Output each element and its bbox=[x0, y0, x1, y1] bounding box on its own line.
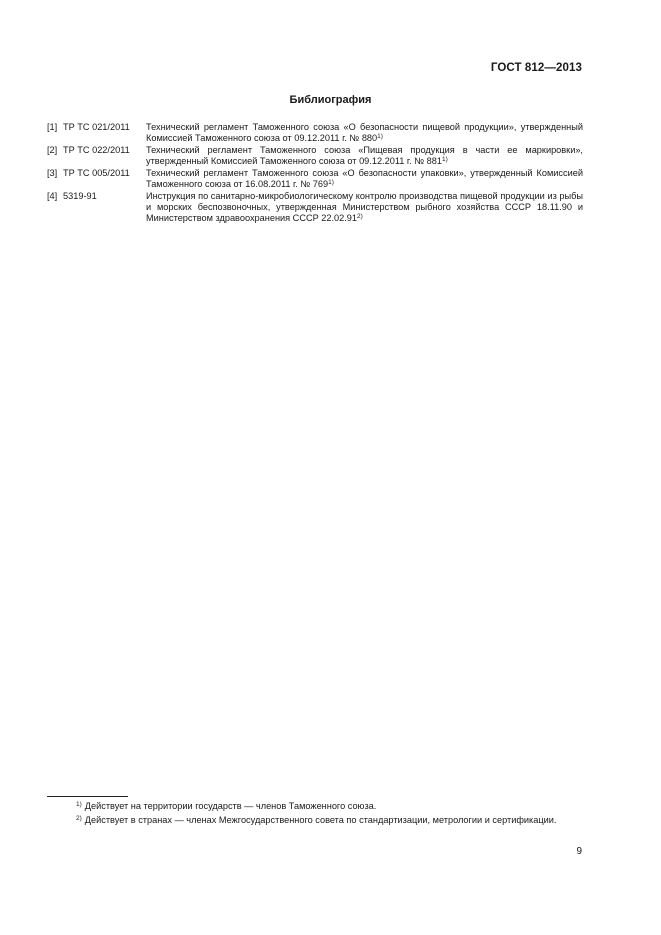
entry-code: 5319-91 bbox=[63, 191, 97, 201]
entry-footnote-mark: 2) bbox=[357, 213, 363, 220]
entry-footnote-mark: 1) bbox=[328, 179, 334, 186]
bibliography-entry bbox=[47, 122, 583, 144]
entry-code: ТР ТС 005/2011 bbox=[63, 168, 130, 178]
entry-code: ТР ТС 022/2011 bbox=[63, 145, 130, 155]
footnote-mark: 1) bbox=[76, 801, 82, 808]
entry-text: Инструкция по санитарно-микробиологическому контролю производства пищевой продукции из рыбы и морских беспозвоночных, утвержденная Министерством рыбного хозяйства СССР 18.11.90 и Министерством здравоохранения СССР 22.02.91 bbox=[146, 191, 583, 223]
footnote bbox=[47, 801, 583, 812]
footnote-mark: 2) bbox=[76, 815, 82, 822]
bibliography-entry bbox=[47, 168, 583, 190]
entry-text-block bbox=[146, 122, 583, 144]
entry-footnote-mark: 1) bbox=[377, 133, 383, 140]
entry-text: Технический регламент Таможенного союза «О безопасности упаковки», утвержденный Комиссией Таможенного союза от 16.08.2011 г. № 769 bbox=[146, 168, 583, 189]
bibliography-list bbox=[47, 122, 583, 225]
footnote-separator bbox=[47, 796, 128, 797]
bibliography-entry bbox=[47, 191, 583, 224]
footnote bbox=[47, 815, 583, 826]
footnote-text: Действует в странах — членах Межгосударственного совета по стандартизации, метрологии и сертификации. bbox=[84, 815, 557, 825]
entry-text: Технический регламент Таможенного союза «О безопасности пищевой продукции», утвержденный Комиссией Таможенного союза от 09.12.2011 г. № 880 bbox=[146, 122, 583, 143]
bibliography-entry bbox=[47, 145, 583, 167]
entry-footnote-mark: 1) bbox=[442, 156, 448, 163]
entry-text-block bbox=[146, 191, 583, 224]
entry-text: Технический регламент Таможенного союза «Пищевая продукция в части ее маркировки», утвержденный Комиссией Таможенного союза от 09.12.2011 г. № 881 bbox=[146, 145, 583, 166]
entry-code: ТР ТС 021/2011 bbox=[63, 122, 130, 132]
footnotes bbox=[47, 801, 583, 829]
footnote-text: Действует на территории государств — членов Таможенного союза. bbox=[84, 801, 377, 811]
entry-number: [1] bbox=[47, 122, 58, 132]
entry-text-block bbox=[146, 145, 583, 167]
section-title: Библиография bbox=[289, 94, 372, 106]
document-id: ГОСТ 812—2013 bbox=[490, 62, 582, 74]
page-number: 9 bbox=[576, 846, 582, 857]
entry-text-block bbox=[146, 168, 583, 190]
entry-number: [2] bbox=[47, 145, 58, 155]
entry-number: [3] bbox=[47, 168, 58, 178]
entry-number: [4] bbox=[47, 191, 58, 201]
